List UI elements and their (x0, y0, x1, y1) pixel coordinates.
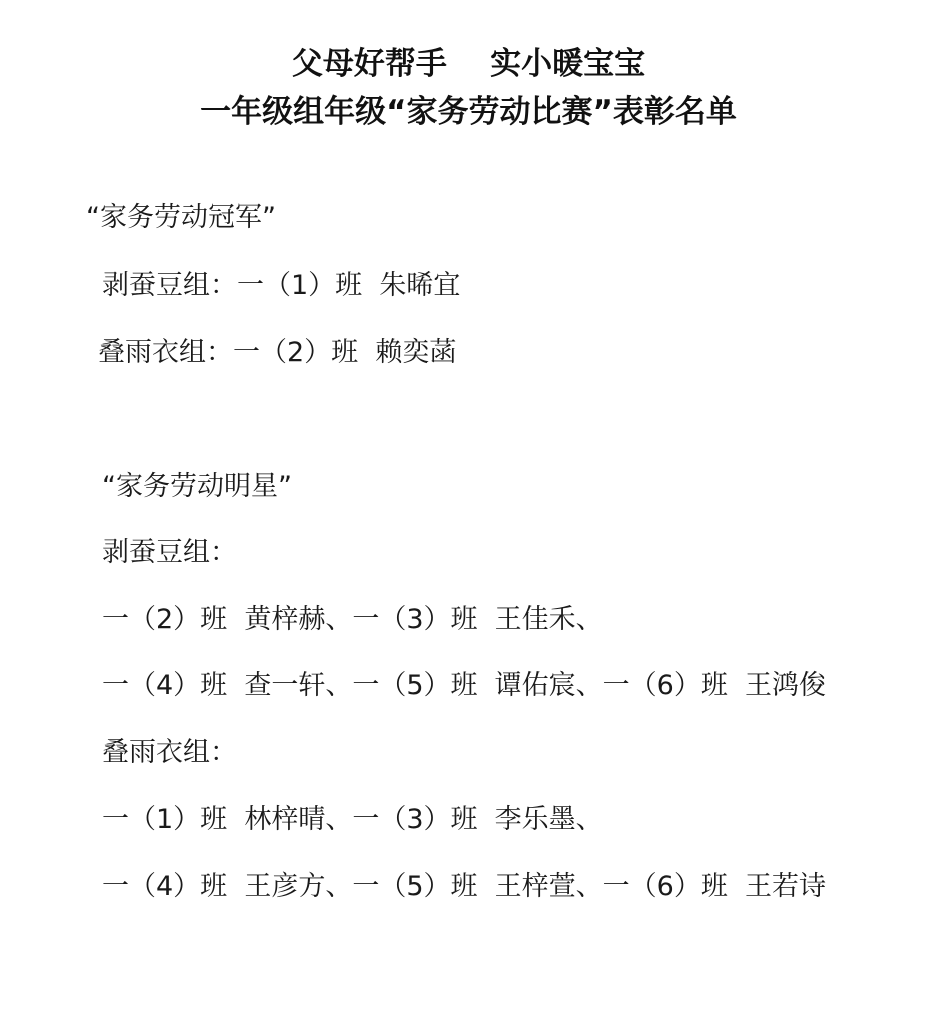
document-title-line-2: 一年级组年级“家务劳动比赛”表彰名单 (200, 94, 737, 130)
star-bean-line-1: 一（2）班 黄梓赫、一（3）班 王佳禾、 (102, 604, 603, 635)
star-raincoat-line-2: 一（4）班 王彦方、一（5）班 王梓萱、一（6）班 王若诗 (102, 871, 827, 902)
champion-heading: “家务劳动冠军” (86, 202, 276, 233)
star-group-name-raincoat: 叠雨衣组： (102, 737, 237, 768)
star-heading: “家务劳动明星” (102, 471, 292, 502)
champion-entry-bean-group: 剥蚕豆组：一（1）班 朱晞宜 (102, 270, 461, 301)
star-raincoat-line-1: 一（1）班 林梓晴、一（3）班 李乐墨、 (102, 804, 603, 835)
star-bean-line-2: 一（4）班 查一轩、一（5）班 谭佑宸、一（6）班 王鸿俊 (102, 670, 827, 701)
star-group-name-bean: 剥蚕豆组： (102, 537, 237, 568)
champion-entry-raincoat-group: 叠雨衣组：一（2）班 赖奕菡 (98, 337, 457, 368)
document-title-line-1: 父母好帮手 实小暖宝宝 (291, 46, 646, 82)
